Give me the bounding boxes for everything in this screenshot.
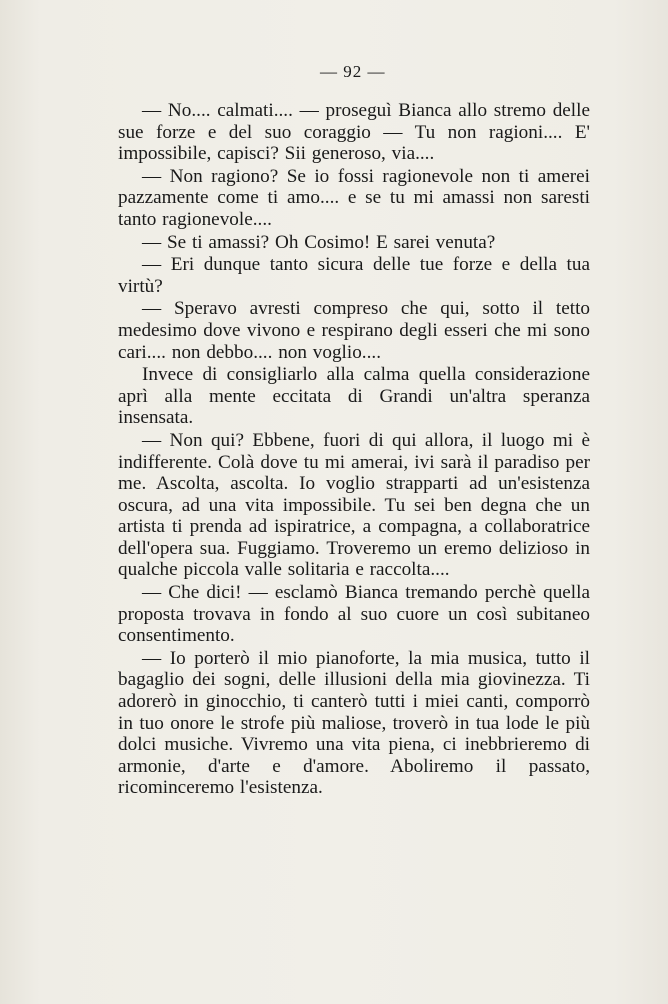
paragraph-6: Invece di consigliarlo alla calma quella considerazione aprì alla mente eccitata di Grandi un'altra speranza insensata.	[118, 364, 590, 429]
paragraph-7: — Non qui? Ebbene, fuori di qui allora, il luogo mi è indifferente. Colà dove tu mi amerai, ivi sarà il paradiso per me. Ascolta, ascolta. Io voglio strapparti ad un'esistenza oscura, ad una vita impossibile. Tu sei ben degna che un artista ti prenda ad ispiratrice, a compagna, a collaboratrice dell'opera sua. Fuggiamo. Troveremo un eremo delizioso in qualche piccola valle solitaria e raccolta....	[118, 429, 590, 581]
paragraph-8: — Che dici! — esclamò Bianca tremando perchè quella proposta trovava in fondo al suo cuore un così subitaneo consentimento.	[118, 582, 590, 647]
body-text	[118, 100, 590, 799]
page-number: — 92 —	[320, 62, 386, 81]
paragraph-3: — Se ti amassi? Oh Cosimo! E sarei venuta?	[142, 231, 496, 253]
paragraph-4: — Eri dunque tanto sicura delle tue forze e della tua virtù?	[118, 254, 590, 297]
paragraph-2: — Non ragiono? Se io fossi ragionevole non ti amerei pazzamente come ti amo.... e se tu mi amassi non saresti tanto ragionevole....	[118, 165, 590, 230]
paragraph-1: — No.... calmati.... — proseguì Bianca allo stremo delle sue forze e del suo coraggio — Tu non ragioni.... E' impossibile, capisci? Sii generoso, via....	[118, 100, 590, 165]
paragraph-9: — Io porterò il mio pianoforte, la mia musica, tutto il bagaglio dei sogni, delle illusioni della mia giovinezza. Ti adorerò in ginocchio, ti canterò tutti i miei canti, comporrò in tuo onore le strofe più maliose, troverò in tua lode le più dolci musiche. Vivremo una vita piena, ci inebbrieremo di armonie, d'arte e d'amore. Aboliremo il passato, ricominceremo l'esistenza.	[118, 647, 590, 799]
paragraph-5: — Speravo avresti compreso che qui, sotto il tetto medesimo dove vivono e respirano degli esseri che mi sono cari.... non debbo.... non voglio....	[118, 298, 590, 363]
